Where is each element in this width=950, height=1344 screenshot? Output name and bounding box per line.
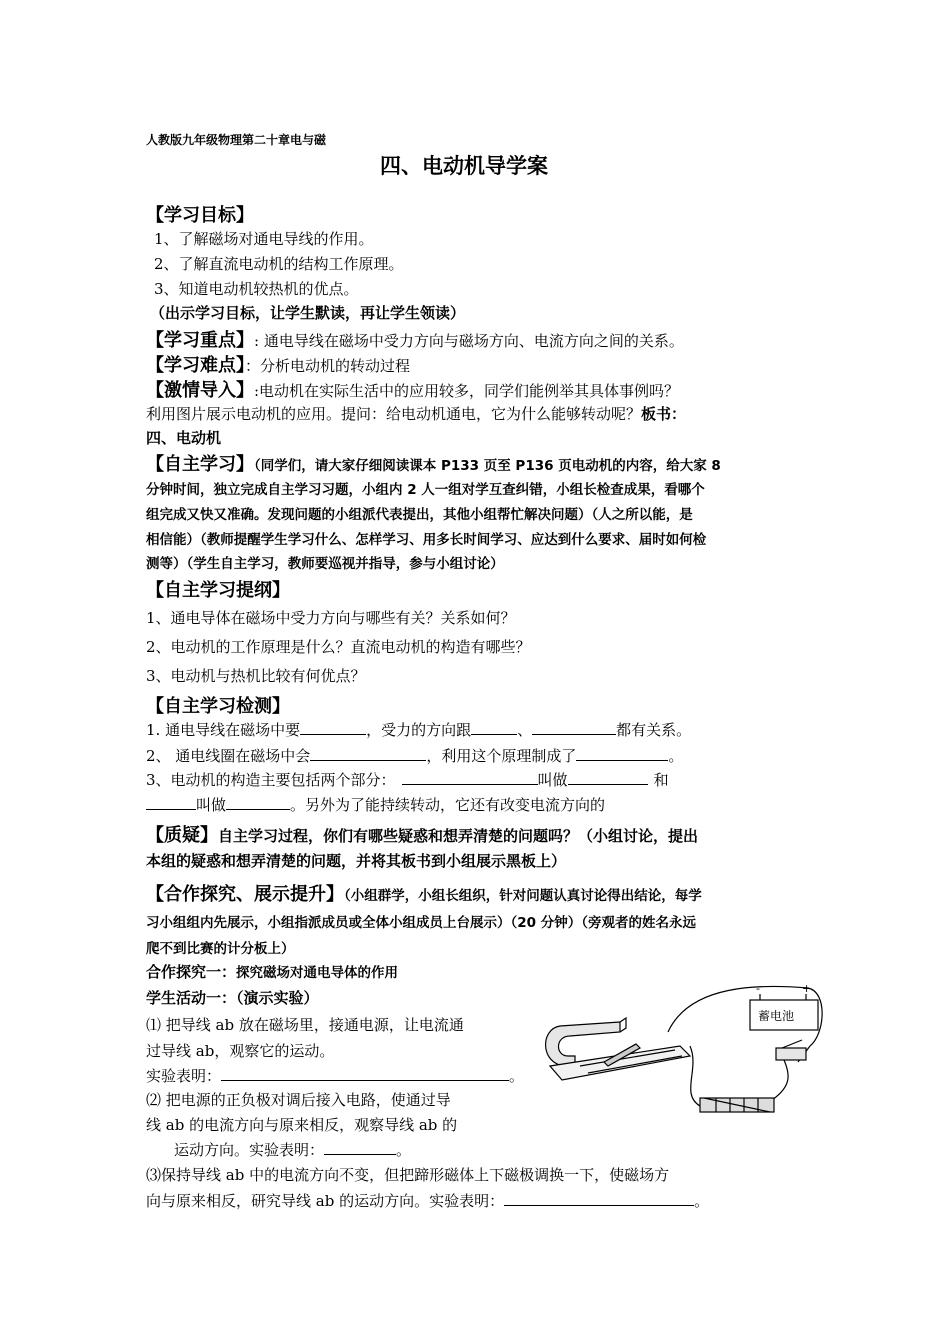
battery-plus: + <box>802 982 812 995</box>
outline-item: 2、电动机的工作原理是什么？直流电动机的构造有哪些？ <box>146 638 531 656</box>
outline-heading: 【自主学习提纲】 <box>146 580 290 601</box>
self-study-text: 测等）（学生自主学习，教师要巡视并指导，参与小组讨论） <box>146 556 504 572</box>
coop-text: 习小组组内先展示，小组指派成员或全体小组成员上台展示）（20 分钟）（旁观者的姓名永远 <box>146 915 696 931</box>
outline-item: 3、电动机与热机比较有何优点？ <box>146 667 366 685</box>
blank[interactable] <box>324 1140 396 1155</box>
coop-text: （小组群学，小组长组织，针对问题认真讨论得出结论，每学 <box>344 888 702 904</box>
switch <box>776 1048 806 1060</box>
battery-label: 蓄电池 <box>758 1009 795 1023</box>
self-study-text: 分钟时间，独立完成自主学习习题，小组内 2 人一组对学互查纠错，小组长检查成果，看哪个 <box>146 482 705 498</box>
activity-one: 学生活动一：（演示实验） <box>146 989 319 1007</box>
self-study-text: 组完成又快又准确。发现问题的小组派代表提出，其他小组帮忙解决问题）（人之所以能，是 <box>146 507 693 523</box>
wire <box>668 986 822 1046</box>
step-2-text: ⑵ 把电源的正负极对调后接入电路，使通过导 <box>146 1091 451 1109</box>
blank[interactable] <box>146 795 196 810</box>
intro-text: :电动机在实际生活中的应用较多，同学们能例举其具体事例吗？ <box>254 382 680 400</box>
page-title: 四、电动机导学案 <box>380 154 548 178</box>
goals-heading: 【学习目标】 <box>146 205 254 226</box>
difficulty-label: 【学习难点】 <box>146 355 245 376</box>
step-2-result: 运动方向。实验表明： 。 <box>174 1141 412 1159</box>
question-text: 本组的疑惑和想弄清楚的问题，并将其板书到小组展示黑板上） <box>146 852 567 870</box>
header-line: 人教版九年级物理第二十章电与磁 <box>146 133 327 147</box>
check-q3: 3、电动机的构造主要包括两个部分： 叫做 和 <box>146 771 669 789</box>
blank[interactable] <box>300 720 366 735</box>
board-text: 四、电动机 <box>146 429 222 447</box>
blank[interactable] <box>471 720 517 735</box>
step-1-text: ⑴ 把导线 ab 放在磁场里，接通电源，让电流通 <box>146 1016 464 1034</box>
check-q2: 2、 通电线圈在磁场中会 ，利用这个原理制成了 。 <box>146 747 684 765</box>
difficulty-line <box>146 351 410 377</box>
step-1-text: 过导线 ab，观察它的运动。 <box>146 1042 335 1060</box>
step-3-text: ⑶保持导线 ab 中的电流方向不变，但把蹄形磁体上下磁极调换一下，使磁场方 <box>146 1166 670 1184</box>
self-study-label: 【自主学习】 <box>146 454 254 475</box>
self-study-line <box>146 450 721 476</box>
motor-experiment-figure <box>540 974 830 1124</box>
key-point-line <box>146 326 684 352</box>
coop-line <box>146 880 702 906</box>
intro-line-2 <box>146 403 686 424</box>
explore-one-label: 合作探究一： <box>146 963 237 981</box>
key-point-label: 【学习重点】 <box>146 330 254 351</box>
blank[interactable] <box>402 770 538 785</box>
step-1-result: 实验表明： 。 <box>146 1067 525 1085</box>
self-study-text: （同学们，请大家仔细阅读课本 P133 页至 P136 页电动机的内容，给大家 8 <box>254 458 721 474</box>
board-label: 板书： <box>641 405 687 423</box>
check-q1: 1. 通电导线在磁场中要 ，受力的方向跟 、 都有关系。 <box>146 721 692 739</box>
goals-note: （出示学习目标，让学生默读，再让学生领读） <box>150 304 466 322</box>
outline-item: 1、通电导体在磁场中受力方向与哪些有关？关系如何？ <box>146 609 516 627</box>
blank[interactable] <box>310 746 426 761</box>
wire <box>690 1046 700 1106</box>
blank[interactable] <box>576 746 668 761</box>
blank[interactable] <box>226 795 290 810</box>
intro-line <box>146 376 679 402</box>
blank[interactable] <box>504 1191 694 1206</box>
check-heading: 【自主学习检测】 <box>146 696 290 717</box>
question-line <box>146 821 698 847</box>
coop-label: 【合作探究、展示提升】 <box>146 884 344 905</box>
question-text: 自主学习过程，你们有哪些疑惑和想弄清楚的问题吗？（小组讨论，提出 <box>218 827 699 845</box>
step-3-result: 向与原来相反，研究导线 ab 的运动方向。实验表明： 。 <box>146 1192 710 1210</box>
explore-one-text: 探究磁场对通电导体的作用 <box>236 965 399 981</box>
difficulty-text: ：分析电动机的转动过程 <box>245 357 411 375</box>
blank[interactable] <box>221 1066 509 1081</box>
battery-minus: - <box>756 982 760 995</box>
step-2-text: 线 ab 的电流方向与原来相反，观察导线 ab 的 <box>146 1116 458 1134</box>
self-study-text: 相信能）（教师提醒学生学习什么、怎样学习、用多长时间学习、应达到什么要求、届时如何检 <box>146 532 707 548</box>
check-q3-cont: 叫做 。另外为了能持续转动，它还有改变电流方向的 <box>146 794 605 815</box>
wire <box>772 1060 788 1100</box>
intro-label: 【激情导入】 <box>146 380 254 401</box>
blank[interactable] <box>568 770 648 785</box>
blank[interactable] <box>532 720 616 735</box>
key-point-text: : 通电导线在磁场中受力方向与磁场方向、电流方向之间的关系。 <box>254 332 684 350</box>
goal-item: 1、了解磁场对通电导线的作用。 <box>154 230 374 248</box>
goal-item: 3、知道电动机较热机的优点。 <box>154 280 359 298</box>
explore-one-line <box>146 961 398 982</box>
question-label: 【质疑】 <box>146 825 218 846</box>
intro-text: 利用图片展示电动机的应用。提问：给电动机通电，它为什么能够转动呢？ <box>146 405 642 423</box>
goal-item: 2、了解直流电动机的结构工作原理。 <box>154 255 404 273</box>
coop-text: 爬不到比赛的计分板上） <box>146 941 295 957</box>
